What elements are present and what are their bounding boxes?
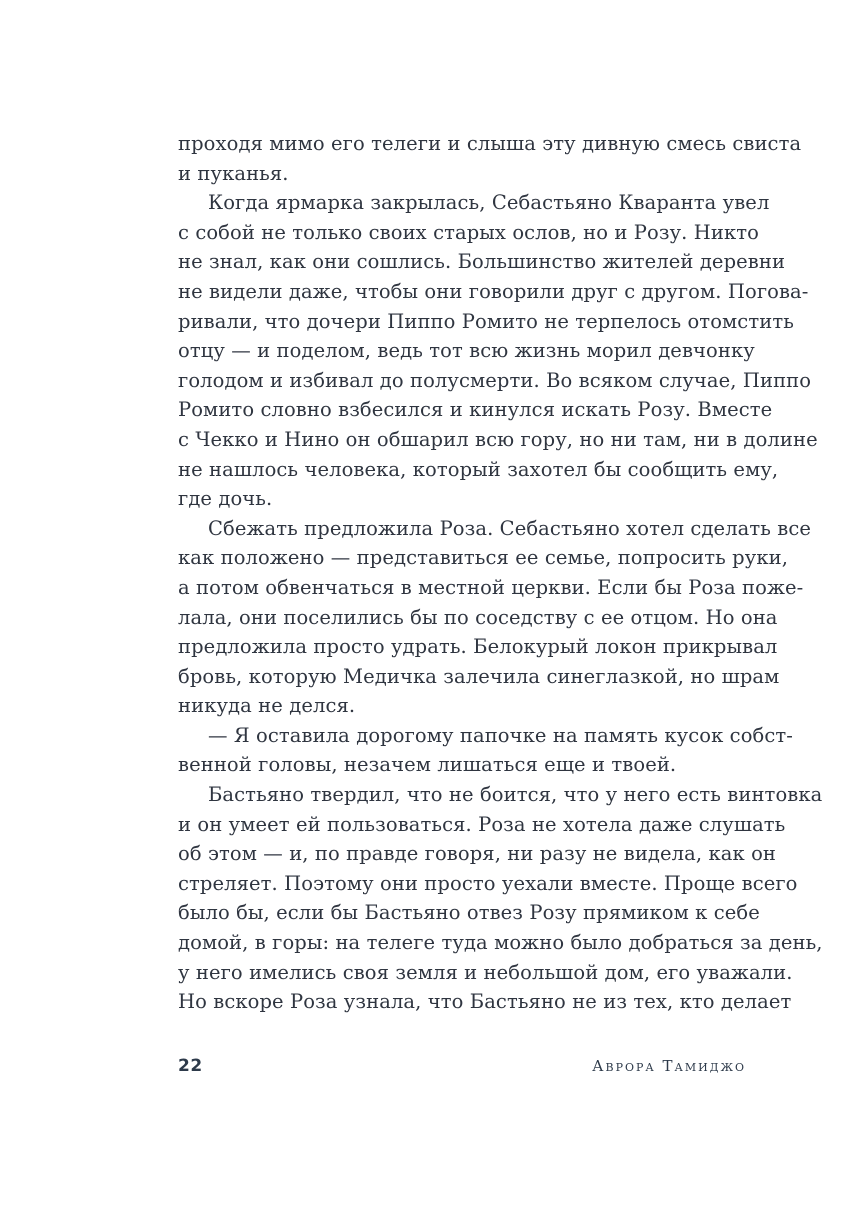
text-line: Когда ярмарка закрылась, Себастьяно Кваранта увел: [208, 191, 770, 215]
text-line: не знал, как они сошлись. Большинство жителей деревни: [178, 250, 786, 274]
text-line: никуда не делся.: [178, 694, 356, 718]
text-line: было бы, если бы Бастьяно отвез Розу прямиком к себе: [178, 901, 760, 925]
text-line: не видели даже, чтобы они говорили друг с другом. Погова-: [178, 279, 809, 303]
text-line: и пуканья.: [178, 161, 289, 185]
text-line: а потом обвенчаться в местной церкви. Если бы Роза поже-: [178, 575, 804, 599]
text-line: не нашлось человека, который захотел бы сообщить ему,: [178, 457, 779, 481]
text-line: Ромито словно взбесился и кинулся искать Розу. Вместе: [178, 398, 773, 422]
text-line: с собой не только своих старых ослов, но и Розу. Никто: [178, 220, 759, 244]
text-line: голодом и избивал до полусмерти. Во всяком случае, Пиппо: [178, 368, 812, 392]
page-number: 22: [178, 1056, 203, 1076]
text-line: предложила просто удрать. Белокурый локон прикрывал: [178, 635, 778, 659]
text-line: стреляет. Поэтому они просто уехали вместе. Проще всего: [178, 871, 798, 895]
text-line: у него имелись своя земля и небольшой дом, его уважали.: [178, 960, 793, 984]
text-line: проходя мимо его телеги и слыша эту дивную смесь свиста: [178, 132, 802, 155]
text-line: бровь, которую Медичка залечила синеглазкой, но шрам: [178, 664, 780, 688]
text-line: где дочь.: [178, 487, 273, 511]
running-author: Аврора Тамиджо: [592, 1057, 746, 1075]
text-line: с Чекко и Нино он обшарил всю гору, но ни там, ни в долине: [178, 427, 818, 451]
text-line: Сбежать предложила Роза. Себастьяно хотел сделать все: [208, 516, 812, 540]
text-line: домой, в горы: на телеге туда можно было добраться за день,: [178, 931, 823, 955]
text-line: отцу — и поделом, ведь тот всю жизнь морил девчонку: [178, 339, 755, 363]
text-line: об этом — и, по правде говоря, ни разу не видела, как он: [178, 842, 777, 866]
body-text: [178, 129, 823, 1017]
text-line: Бастьяно твердил, что не боится, что у него есть винтовка: [208, 783, 823, 807]
text-line: венной головы, незачем лишаться еще и твоей.: [178, 753, 677, 777]
text-line: и он умеет ей пользоваться. Роза не хотела даже слушать: [178, 812, 786, 836]
text-line: лала, они поселились бы по соседству с ее отцом. Но она: [178, 605, 778, 629]
text-line: Но вскоре Роза узнала, что Бастьяно не из тех, кто делает: [178, 990, 792, 1014]
text-line: ривали, что дочери Пиппо Ромито не терпелось отомстить: [178, 309, 794, 333]
page-footer: [178, 1054, 746, 1084]
text-line: — Я оставила дорогому папочке на память кусок собст-: [208, 723, 793, 747]
text-line: как положено — представиться ее семье, попросить руки,: [178, 546, 789, 570]
